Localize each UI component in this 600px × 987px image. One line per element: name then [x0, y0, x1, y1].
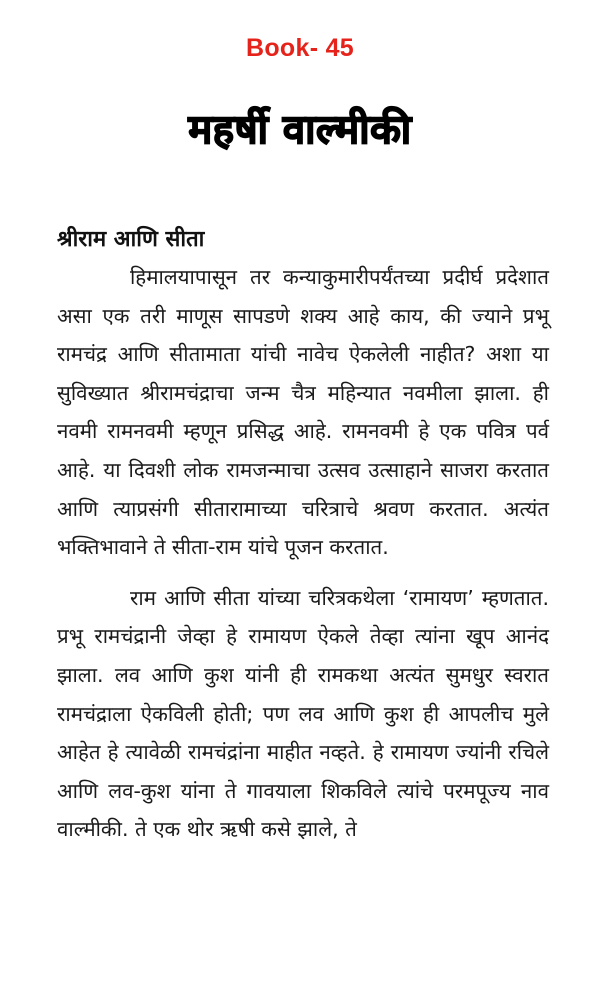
book-number-label: Book- 45 — [246, 34, 354, 62]
paragraph-2: राम आणि सीता यांच्या चरित्रकथेला ‘रामायण’ म्हणतात. प्रभू रामचंद्रानी जेव्हा हे रामायण ऐकले तेव्हा त्यांना खूप आनंद झाला. लव आणि कुश यांनी ही रामकथा अत्यंत सुमधुर स्वरात रामचंद्राला ऐकविली होती; पण लव आणि कुश ही आपलीच मुले आहेत हे त्यावेळी रामचंद्रांना माहीत नव्हते. हे रामायण ज्यांनी रचिले आणि लव-कुश यांना ते गावयाला शिकविले त्यांचे परमपूज्य नाव वाल्मीकी. ते एक थोर ऋषी कसे झाले, ते — [57, 585, 549, 842]
section-heading: श्रीराम आणि सीता — [57, 227, 205, 252]
paragraph-1: हिमालयापासून तर कन्याकुमारीपर्यंतच्या प्रदीर्घ प्रदेशात असा एक तरी माणूस सापडणे शक्य आहे काय, की ज्याने प्रभू रामचंद्र आणि सीतामाता यांची नावेच ऐकलेली नाहीत? अशा या सुविख्यात श्रीरामचंद्राचा जन्म चैत्र महिन्यात नवमीला झाला. ही नवमी रामनवमी म्हणून प्रसिद्ध आहे. रामनवमी हे एक पवित्र पर्व आहे. या दिवशी लोक रामजन्माचा उत्सव उत्साहाने साजरा करतात आणि त्याप्रसंगी सीतारामाच्या चरित्राचे श्रवण करतात. अत्यंत भक्तिभावाने ते सीता-राम यांचे पूजन करतात. — [57, 265, 549, 560]
chapter-title: महर्षी वाल्मीकी — [188, 107, 412, 153]
chapter-body — [57, 222, 549, 849]
